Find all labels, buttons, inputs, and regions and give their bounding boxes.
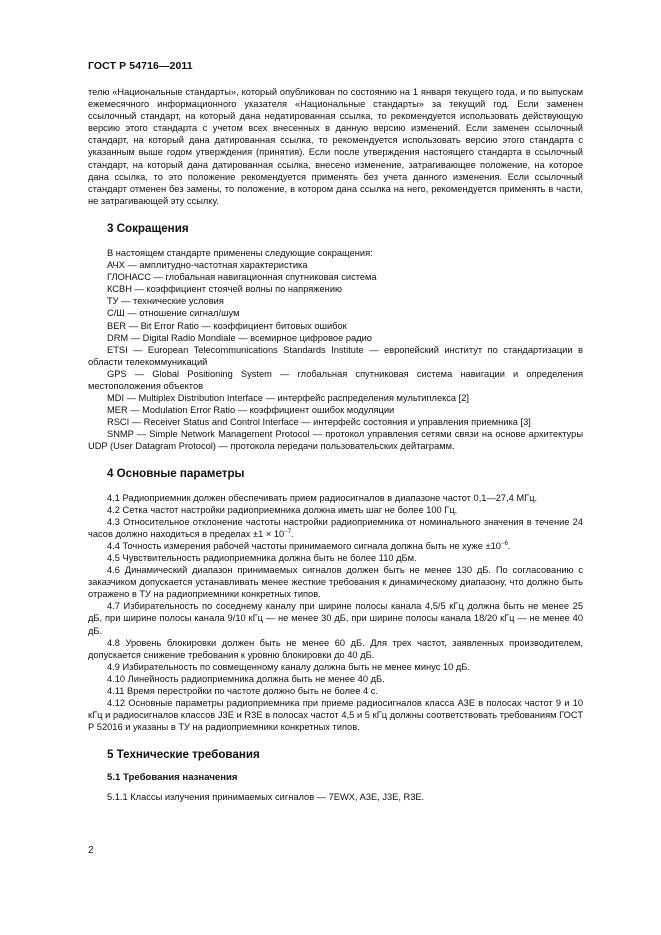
clause-4-4 xyxy=(88,540,583,552)
clause-4-4-exponent: −6 xyxy=(500,540,508,547)
clause-4-2: 4.2 Сетка частот настройки радиоприемника должна иметь шаг не более 100 Гц. xyxy=(107,504,458,515)
clause-4-11: 4.11 Время перестройки по частоте должно быть не более 4 с. xyxy=(107,686,378,697)
abbreviation-item: BER — Bit Error Ratio — коэффициент битовых ошибок xyxy=(107,320,347,331)
section-5-heading: 5 Технические требования xyxy=(107,748,260,762)
section-4-heading: 4 Основные параметры xyxy=(107,466,245,480)
document-header: ГОСТ Р 54716—2011 xyxy=(88,60,193,72)
clause-4-3-exponent: −7 xyxy=(284,528,292,535)
clause-4-12: 4.12 Основные параметры радиоприемника при приеме радиосигналов класса А3Е в полосах частот 9 и 10 кГц и радиосигналов классов J3E и R3E в полосах частот 4,5 и 5 кГц должны соответствовать требованиям ГОСТ Р 52016 и указаны в ТУ на радиоприемники конкретных типов. xyxy=(88,698,583,733)
clause-4-10: 4.10 Линейность радиоприемника должна быть не менее 40 дБ. xyxy=(107,673,385,684)
clause-5-1-1: 5.1.1 Классы излучения принимаемых сигналов — 7EWX, A3E, J3E, R3E. xyxy=(107,792,425,803)
clause-4-8: 4.8 Уровень блокировки должен быть не менее 60 дБ. Для трех частот, заявленных производителем, допускается снижение требования к уровню блокировки до 40 дБ. xyxy=(88,637,583,660)
abbreviation-item: ГЛОНАСС — глобальная навигационная спутниковая система xyxy=(107,272,377,283)
abbreviation-item: ТУ — технические условия xyxy=(107,296,224,307)
abbreviations-lead: В настоящем стандарте применены следующие сокращения: xyxy=(107,247,373,258)
abbreviation-item: MDI — Multiplex Distribution Interface — интерфейс распределения мультиплекса [2] xyxy=(107,393,470,404)
clause-4-5: 4.5 Чувствительность радиоприемника должна быть не более 110 дБм. xyxy=(107,553,417,563)
clause-4-7: 4.7 Избирательность по соседнему каналу при ширине полосы канала 4,5/5 кГц должна быть не менее 25 дБ, при ширине полосы канала 9/10 кГц — не менее 30 дБ, при ширине полосы канала 18/20 кГц — не менее 40 дБ. xyxy=(88,601,583,636)
clause-4-6: 4.6 Динамический диапазон принимаемых сигналов должен быть не менее 130 дБ. По согласованию с заказчиком допускается устанавливать менее жесткие требования к динамическому диапазону, что должно быть отражено в ТУ на радиоприемники конкретных типов. xyxy=(88,565,583,600)
clause-4-3-text: 4.3 Относительное отклонение частоты настройки радиоприемника от номинального значения в течение 24 часов должно находиться в пределах ±1 × 10 xyxy=(88,516,583,539)
page-content xyxy=(88,86,583,804)
clause-4-4-text: 4.4 Точность измерения рабочей частоты принимаемого сигнала должна быть не хуже ±10 xyxy=(107,540,501,551)
clause-4-9: 4.9 Избирательность по совмещенному каналу должна быть не менее минус 10 дБ. xyxy=(107,661,470,672)
abbreviation-item: ETSI — European Telecommunications Standards Institute — европейский институт по стандартизации в области телекоммуникаций xyxy=(88,344,583,367)
page-number: 2 xyxy=(88,845,94,856)
abbreviation-item: MER — Modulation Error Ratio — коэффициент ошибок модуляции xyxy=(107,405,395,416)
abbreviation-item: RSCI — Receiver Status and Control Interface — интерфейс состояния и управления приемника [3] xyxy=(107,417,531,428)
intro-paragraph: телю «Национальные стандарты», который опубликован по состоянию на 1 января текущего года, и по выпускам ежемесячного информационного указателя «Национальные стандарты» за текущий год. Если заменен ссылочный стандарт, на который дана недатированная ссылка, то рекомендуется использовать действующую версию этого стандарта с учетом всех внесенных в данную версию изменений. Если заменен ссылочный стандарт, на который дана датированная ссылка, то рекомендуется использовать версию этого стандарта с указанным выше годом утверждения (принятия). Если после утверждения настоящего стандарта в ссылочный стандарт, на который дана датированная ссылка, внесено изменение, затрагивающее положение, на которое дана ссылка, то это положение рекомендуется применять без учета данного изменения. Если ссылочный стандарт отменен без замены, то положение, в котором дана ссылка на него, рекомендуется применять в части, не затрагивающей эту ссылку. xyxy=(88,87,583,206)
subsection-5-1-heading: 5.1 Требования назначения xyxy=(107,772,238,784)
abbreviation-item: GPS — Global Positioning System — глобальная спутниковая система навигации и определения местоположения объектов xyxy=(88,368,583,391)
abbreviation-item: SNMP — Simple Network Management Protocol — протокол управления сетями связи на основе архитектуры UDP (User Datagram Protocol) — протокола передачи пользовательских дейтаграмм. xyxy=(88,429,583,452)
abbreviation-item: КСВН — коэффициент стоячей волны по напряжению xyxy=(107,284,342,295)
section-3-heading: 3 Сокращения xyxy=(107,221,189,235)
abbreviation-item: С/Ш — отношение сигнал/шум xyxy=(107,308,240,319)
clause-4-3-end: . xyxy=(291,528,294,539)
clause-4-3 xyxy=(88,516,583,540)
clause-4-1: 4.1 Радиоприемник должен обеспечивать прием радиосигналов в диапазоне частот 0,1—27,4 МГц. xyxy=(107,492,538,503)
abbreviation-item: АЧХ — амплитудно-частотная характеристика xyxy=(107,260,308,271)
abbreviation-item: DRM — Digital Radio Mondiale — всемирное цифровое радио xyxy=(107,332,372,343)
clause-4-4-end: . xyxy=(507,540,511,551)
